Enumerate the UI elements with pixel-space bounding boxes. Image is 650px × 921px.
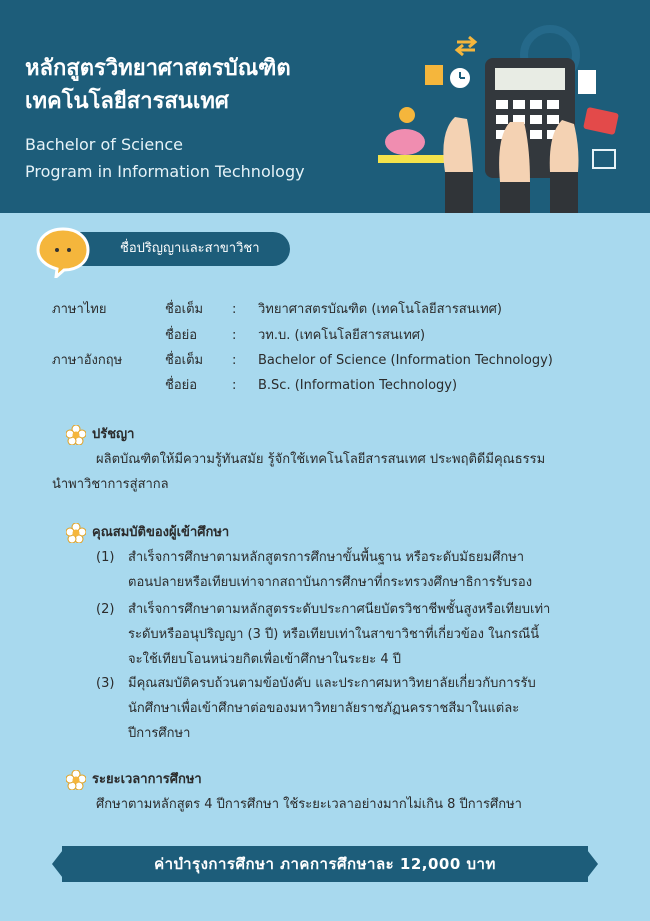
degree-kind: ชื่อเต็ม xyxy=(165,353,204,368)
tuition-fee-banner xyxy=(52,842,598,886)
coin-icon xyxy=(399,107,415,123)
philosophy-line-2: นำพาวิชาการสู่สากล xyxy=(52,477,169,492)
degree-lang-english: ภาษาอังกฤษ xyxy=(52,353,123,368)
degree-value: Bachelor of Science (Information Technology) xyxy=(258,353,553,368)
item-line: สำเร็จการศึกษาตามหลักสูตรระดับประกาศนียบัตรวิชาชีพชั้นสูงหรือเทียบเท่า xyxy=(128,602,551,617)
philosophy-heading-text: ปรัชญา xyxy=(92,427,135,442)
program-title-thai xyxy=(25,52,291,118)
speech-bubble-icon xyxy=(36,224,90,278)
item-line: สำเร็จการศึกษาตามหลักสูตรการศึกษาขั้นพื้นฐาน หรือระดับมัธยมศึกษา xyxy=(128,550,525,565)
qualification-item-3 xyxy=(96,671,596,746)
degree-section-title: ชื่อปริญญาและสาขาวิชา xyxy=(80,232,290,266)
middle-sleeve xyxy=(500,180,530,213)
degree-value: วิทยาศาสตรบัณฑิต (เทคโนโลยีสารสนเทศ) xyxy=(258,302,502,317)
piggy-bank-icon xyxy=(385,129,425,155)
left-sleeve xyxy=(445,170,473,213)
degree-sep: : xyxy=(232,378,237,393)
title-english-line-2: Program in Information Technology xyxy=(25,162,305,181)
qualification-item-1 xyxy=(96,545,596,595)
header-banner xyxy=(0,0,650,213)
chart-board-icon xyxy=(593,150,615,168)
item-line: ระดับหรืออนุปริญญา (3 ปี) หรือเทียบเท่าในสาขาวิชาที่เกี่ยวข้อง ในกรณีนี้ xyxy=(128,627,540,642)
right-sleeve xyxy=(550,170,578,213)
flower-icon xyxy=(66,523,86,543)
item-number: (3) xyxy=(96,676,115,691)
duration-text: ศึกษาตามหลักสูตร 4 ปีการศึกษา ใช้ระยะเวลาอย่างมากไม่เกิน 8 ปีการศึกษา xyxy=(96,797,522,812)
degree-value: วท.บ. (เทคโนโลยีสารสนเทศ) xyxy=(258,328,426,343)
title-thai-line-2: เทคโนโลยีสารสนเทศ xyxy=(25,89,229,114)
program-title-english xyxy=(25,131,305,185)
degree-value: B.Sc. (Information Technology) xyxy=(258,378,458,393)
left-hand-icon xyxy=(443,117,473,172)
item-line: ตอนปลายหรือเทียบเท่าจากสถาบันการศึกษาที่กระทรวงศึกษาธิการรับรอง xyxy=(128,575,533,590)
duration-heading xyxy=(66,769,202,791)
degree-kind: ชื่อเต็ม xyxy=(165,302,204,317)
degree-kind: ชื่อย่อ xyxy=(165,378,198,393)
duration-heading-text: ระยะเวลาการศึกษา xyxy=(92,772,202,787)
title-english-line-1: Bachelor of Science xyxy=(25,135,183,154)
degree-section-tab xyxy=(36,224,290,286)
exchange-arrows-icon xyxy=(457,37,475,55)
flower-icon xyxy=(66,425,86,445)
degree-sep: : xyxy=(232,328,237,343)
flower-icon xyxy=(66,770,86,790)
item-line: นักศึกษาเพื่อเข้าศึกษาต่อของมหาวิทยาลัยราชภัฏนครราชสีมาในแต่ละ xyxy=(128,701,520,716)
degree-sep: : xyxy=(232,302,237,317)
item-line: มีคุณสมบัติครบถ้วนตามข้อบังคับ และประกาศมหาวิทยาลัยเกี่ยวกับการรับ xyxy=(128,676,536,691)
shopping-bag-icon xyxy=(425,65,443,85)
item-line: ปีการศึกษา xyxy=(128,726,191,741)
item-line: จะใช้เทียบโอนหน่วยกิตเพื่อเข้าศึกษาในระยะ 4 ปี xyxy=(128,652,402,667)
qualifications-heading-text: คุณสมบัติของผู้เข้าศึกษา xyxy=(92,525,230,540)
credit-card-icon xyxy=(583,107,619,135)
item-number: (2) xyxy=(96,602,115,617)
item-number: (1) xyxy=(96,550,115,565)
degree-kind: ชื่อย่อ xyxy=(165,328,198,343)
degree-sep: : xyxy=(232,353,237,368)
yellow-bar-icon xyxy=(378,155,448,163)
philosophy-heading xyxy=(66,424,134,446)
philosophy-line-1: ผลิตบัณฑิตให้มีความรู้ทันสมัย รู้จักใช้เทคโนโลยีสารสนเทศ ประพฤติดีมีคุณธรรม xyxy=(96,452,546,467)
qualification-item-2 xyxy=(96,597,596,672)
qualifications-heading xyxy=(66,522,229,544)
tuition-fee-text: ค่าบำรุงการศึกษา ภาคการศึกษาละ 12,000 บาท xyxy=(62,846,588,882)
title-thai-line-1: หลักสูตรวิทยาศาสตรบัณฑิต xyxy=(25,56,291,81)
degree-lang-thai: ภาษาไทย xyxy=(52,302,107,317)
calculator-hands-illustration xyxy=(375,20,635,213)
clipboard-icon xyxy=(578,70,596,94)
